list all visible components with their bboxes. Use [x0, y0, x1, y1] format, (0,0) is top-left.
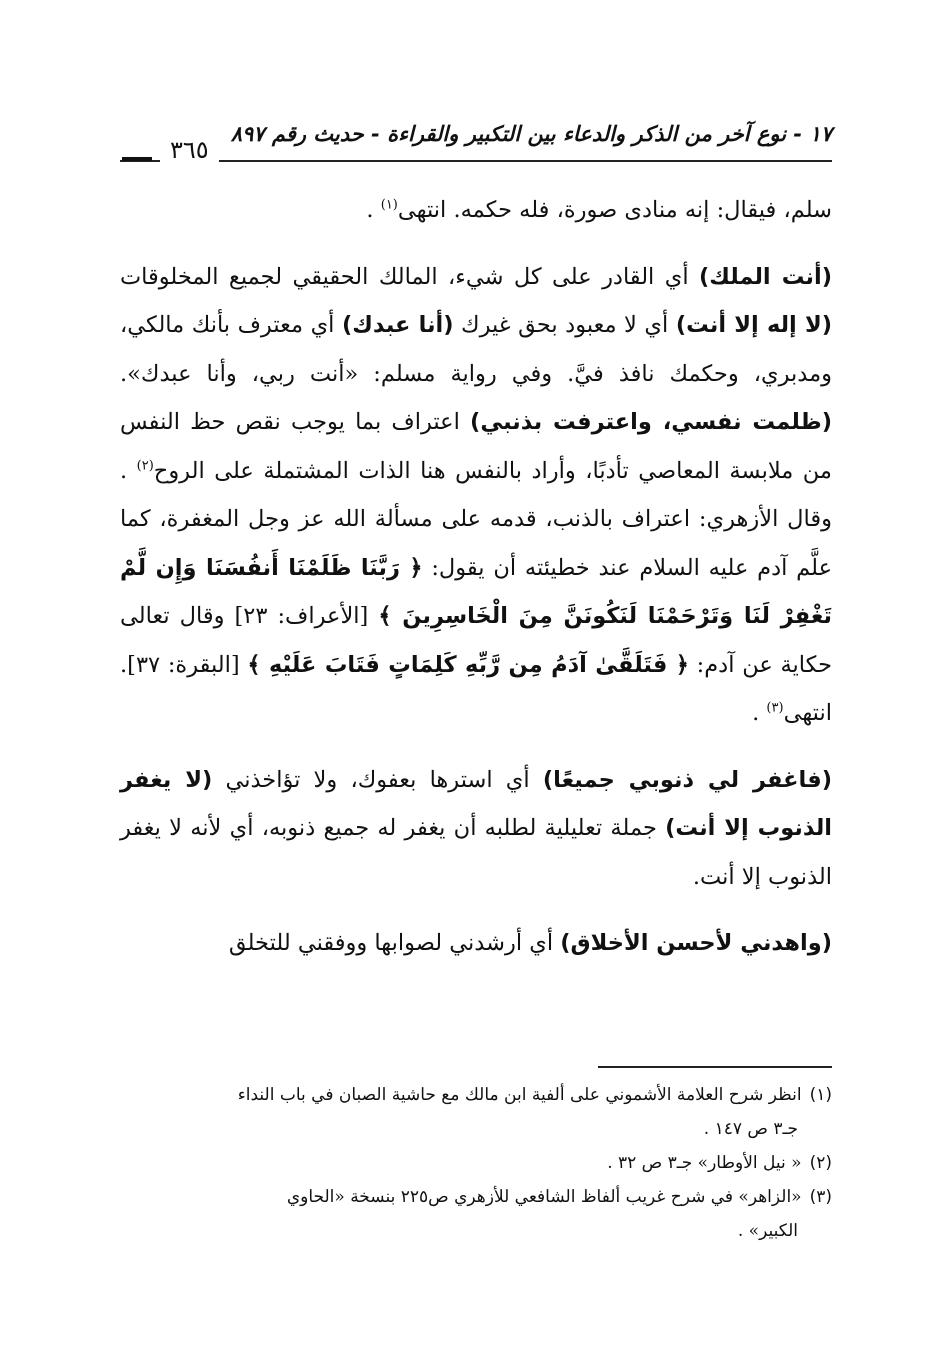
text-run: [الأعراف: ٢٣] وقال تعالى حكاية عن آدم: [120, 603, 832, 678]
footnote-number: (١) [809, 1085, 832, 1105]
text-run: . [752, 700, 767, 726]
footnote-number: (٢) [809, 1153, 832, 1173]
paragraph-2 [120, 253, 832, 738]
highlighted-phrase: ﴿ رَبَّنَا ظَلَمْنَا أَنفُسَنَا وَإِن لَّمْ تَغْفِرْ لَنَا وَتَرْحَمْنَا لَنَكُونَنَّ مِنَ الْخَاسِرِينَ ﴾ [120, 554, 832, 629]
highlighted-phrase: (واهدني لأحسن الأخلاق) [560, 930, 832, 956]
chapter-title: ١٧ - نوع آخر من الذكر والدعاء بين التكبير والقراءة - حديث رقم ٨٩٧ [230, 122, 832, 146]
text-run: . [366, 197, 381, 223]
footnote-text: انظر شرح العلامة الأشموني على ألفية ابن مالك مع حاشية الصبان في باب النداء [237, 1085, 802, 1105]
text-run: أي معترف بأنك مالكي، ومدبري، وحكمك نافذ فيَّ. وفي رواية مسلم: «أنت ربي، وأنا عبدك». [120, 312, 832, 387]
highlighted-phrase: (أنت الملك) [698, 263, 833, 290]
page-number: ٣٦٥ [160, 136, 219, 164]
page-number-dash [122, 157, 152, 161]
footnote-text: « نيل الأوطار» جـ٣ ص ٣٢ . [607, 1153, 802, 1173]
text-run: . وقال الأزهري: اعتراف بالذنب، قدمه على مسألة الله عز وجل المغفرة، كما علَّم آدم عليه السلام عند خطيئته أن يقول: [120, 457, 832, 581]
footnote-ref: (٢) [136, 458, 154, 473]
paragraph-4 [120, 919, 832, 968]
footnote-text: «الزاهر» في شرح غريب ألفاظ الشافعي للأزهري ص٢٢٥ بنسخة «الحاوي [286, 1187, 802, 1207]
highlighted-phrase: (فاغفر لي ذنوبي جميعًا) [542, 766, 832, 793]
footnote-text-cont: جـ٣ ص ١٤٧ . [703, 1119, 798, 1139]
footnote-3 [120, 1180, 832, 1248]
footnote-number: (٣) [809, 1187, 832, 1207]
text-run: أي لا معبود بحق غيرك [453, 312, 676, 338]
highlighted-phrase: (ظلمت نفسي، واعترفت بذنبي) [470, 409, 832, 435]
highlighted-phrase: ﴿ فَتَلَقَّىٰ آدَمُ مِن رَّبِّهِ كَلِمَاتٍ فَتَابَ عَلَيْهِ ﴾ [247, 651, 689, 678]
footnote-ref: (٣) [766, 700, 784, 716]
highlighted-phrase: (لا إله إلا أنت) [675, 312, 833, 338]
footnote-1 [120, 1078, 832, 1146]
paragraph-3 [120, 756, 832, 902]
highlighted-phrase: (أنا عبدك) [341, 312, 454, 338]
text-run: اعتراف بما يوجب نقص حظ النفس من ملابسة المعاصي تأدبًا، وأراد بالنفس هنا الذات المشتملة على الروح [120, 409, 832, 484]
paragraph-1 [120, 186, 832, 235]
footnote-2 [120, 1146, 832, 1180]
highlighted-phrase: (لا يغفر الذنوب إلا أنت) [120, 766, 832, 841]
footnotes [120, 1078, 832, 1248]
footnote-rule [598, 1066, 832, 1068]
footnote-ref: (١) [380, 197, 398, 213]
text-run: [البقرة: ٣٧]. انتهى [120, 651, 832, 726]
text-run: سلم، فيقال: إنه منادى صورة، فله حكمه. انتهى [397, 197, 832, 223]
text-run: جملة تعليلية لطلبه أن يغفر له جميع ذنوبه، أي لأنه لا يغفر الذنوب إلا أنت. [120, 815, 832, 890]
footnote-text-cont: الكبير» . [737, 1221, 798, 1241]
running-header [120, 118, 832, 166]
header-rule [120, 160, 832, 162]
text-run: أي استرها بعفوك، ولا تؤاخذني [212, 766, 543, 793]
text-run: أي أرشدني لصوابها ووفقني للتخلق [228, 930, 561, 956]
text-run: أي القادر على كل شيء، المالك الحقيقي لجميع المخلوقات [120, 263, 699, 290]
main-text [120, 186, 832, 968]
